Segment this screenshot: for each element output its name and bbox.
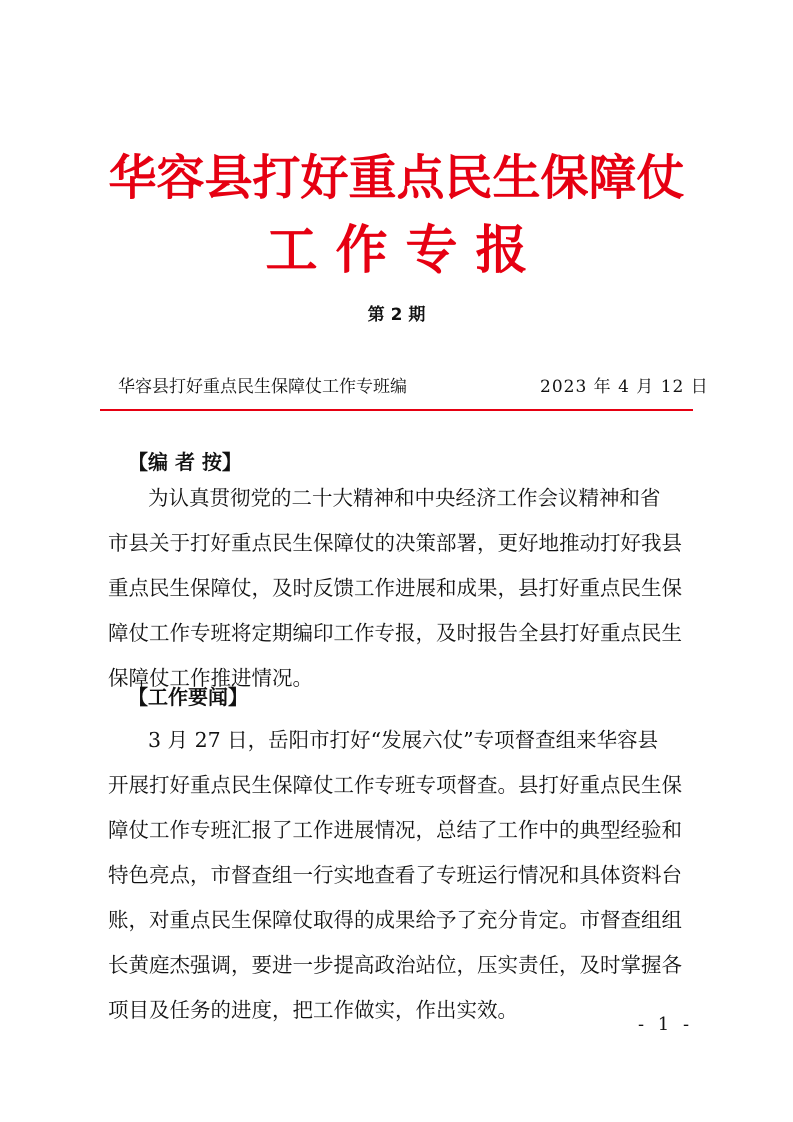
publish-date: 2023 年 4 月 12 日 bbox=[540, 377, 709, 397]
section-heading-editor-note: 【编 者 按】 bbox=[128, 450, 242, 474]
editor-note-paragraph bbox=[108, 476, 693, 701]
text-line: 障仗工作专班将定期编印工作专报，及时报告全县打好重点民生 bbox=[108, 621, 682, 645]
page-number: - 1 - bbox=[638, 1014, 694, 1035]
document-title: 华容县打好重点民生保障仗 bbox=[108, 150, 685, 206]
text-line: 障仗工作专班汇报了工作进展情况，总结了工作中的典型经验和 bbox=[108, 818, 682, 842]
text-line: 3 月 27 日，岳阳市打好“发展六仗”专项督查组来华容县 bbox=[148, 728, 659, 752]
text-line: 重点民生保障仗，及时反馈工作进展和成果，县打好重点民生保 bbox=[108, 576, 682, 600]
text-line: 特色亮点，市督查组一行实地查看了专班运行情况和具体资料台 bbox=[108, 863, 682, 887]
text-line: 账，对重点民生保障仗取得的成果给予了充分肯定。市督查组组 bbox=[108, 908, 682, 932]
text-line: 开展打好重点民生保障仗工作专班专项督查。县打好重点民生保 bbox=[108, 773, 682, 797]
issue-number: 第 2 期 bbox=[367, 305, 426, 325]
text-line: 保障仗工作推进情况。 bbox=[108, 666, 313, 690]
text-line: 为认真贯彻党的二十大精神和中央经济工作会议精神和省 bbox=[148, 486, 661, 510]
section-heading-work-news: 【工作要闻】 bbox=[128, 685, 248, 709]
editor-line: 华容县打好重点民生保障仗工作专班编 bbox=[118, 377, 407, 397]
document-subtitle: 工作专报 bbox=[265, 221, 546, 281]
red-divider bbox=[100, 409, 693, 411]
text-line: 长黄庭杰强调，要进一步提高政治站位，压实责任，及时掌握各 bbox=[108, 953, 682, 977]
text-line: 项目及任务的进度，把工作做实，作出实效。 bbox=[108, 998, 518, 1022]
text-line: 市县关于打好重点民生保障仗的决策部署，更好地推动打好我县 bbox=[108, 531, 682, 555]
work-news-paragraph bbox=[108, 718, 693, 1033]
